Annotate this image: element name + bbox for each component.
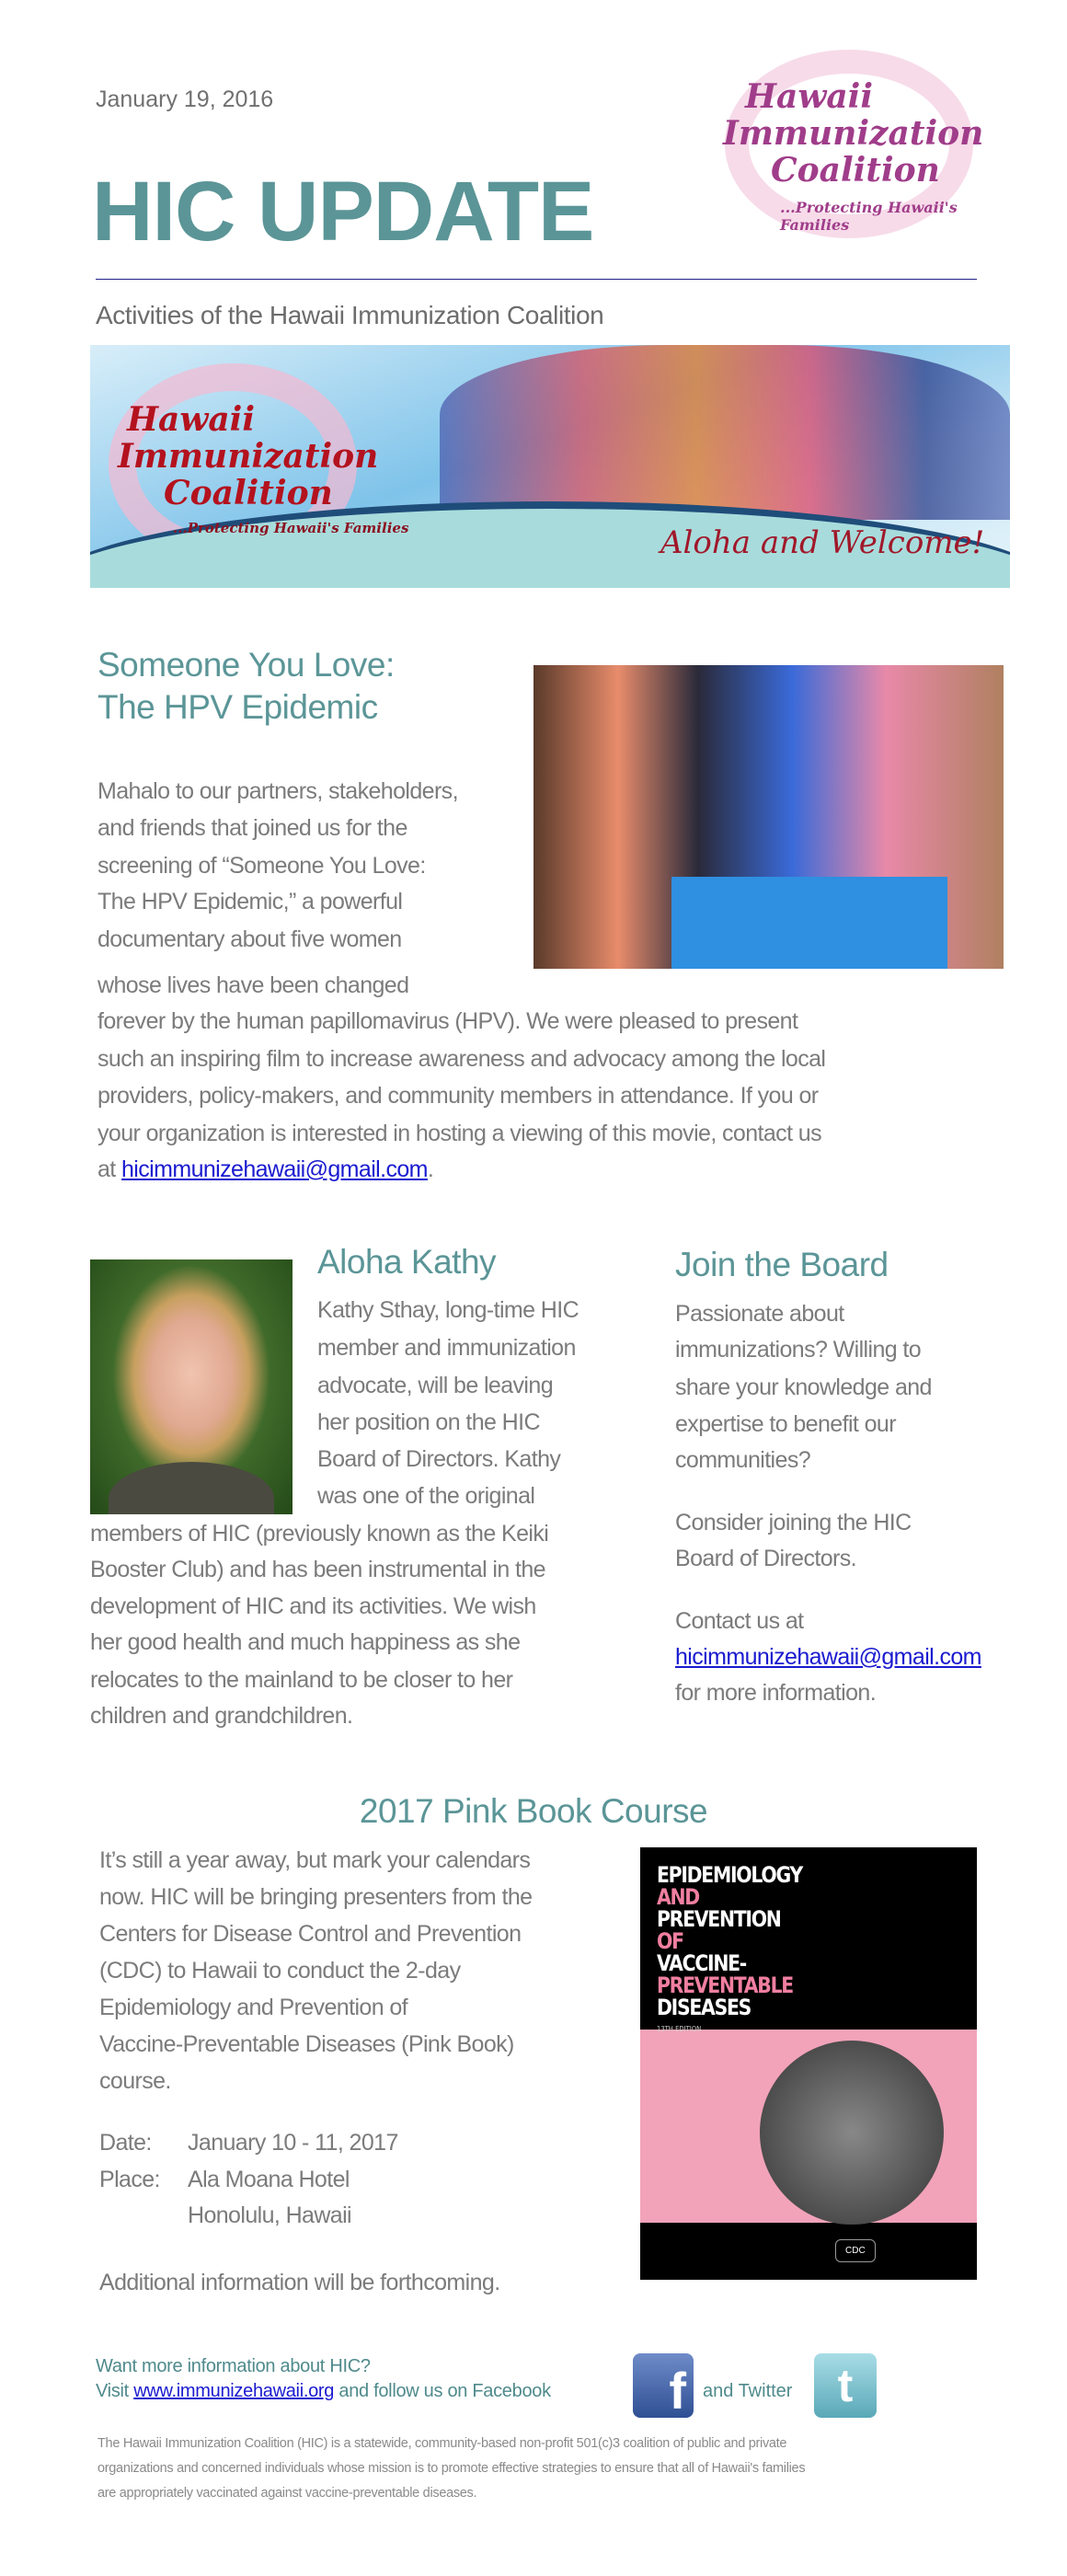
body-line: Booster Club) and has been instrumental in the	[90, 1557, 545, 1582]
body-line: your organization is interested in hosting a viewing of this movie, contact us	[98, 1121, 821, 1146]
welcome-banner	[90, 345, 1010, 588]
disclaimer-line: organizations and concerned individuals whose mission is to promote effective strategies to ensure that all of Hawaii's families	[98, 2461, 806, 2476]
banner-logo-text: Immunization	[118, 437, 379, 476]
body-line: was one of the original	[317, 1483, 535, 1509]
body-line	[675, 1639, 981, 1675]
footer-follow	[96, 2381, 551, 2402]
disclaimer-line: are appropriately vaccinated against vaccine-preventable diseases.	[98, 2486, 477, 2501]
body-line: share your knowledge and	[675, 1374, 932, 1400]
issue-date: January 19, 2016	[96, 86, 274, 112]
body-line: such an inspiring film to increase awareness and advocacy among the local	[98, 1046, 826, 1072]
body-line: her good health and much happiness as she	[90, 1629, 521, 1655]
text: at	[98, 1156, 121, 1182]
body-line: whose lives have been changed	[98, 972, 409, 998]
pink-book-cover	[640, 1847, 977, 2280]
cover-line: DISEASES	[657, 1995, 751, 2020]
hpv-heading: Someone You Love:	[98, 646, 395, 684]
cover-line: PREVENTABLE	[657, 1972, 793, 1998]
logo-text: Coalition	[771, 151, 940, 190]
body-line: relocates to the mainland to be closer to her	[90, 1667, 513, 1693]
body-line: and friends that joined us for the	[98, 815, 407, 841]
body-line: Board of Directors.	[675, 1546, 857, 1571]
body-line: screening of “Someone You Love:	[98, 853, 426, 879]
body-line: The HPV Epidemic,” a powerful	[98, 889, 403, 914]
body-line: Mahalo to our partners, stakeholders,	[98, 778, 458, 804]
logo-tagline: ...Protecting Hawaii's Families	[780, 199, 958, 234]
text: .	[427, 1156, 434, 1182]
body-line: now. HIC will be bringing presenters from the	[99, 1884, 533, 1910]
body-line: expertise to benefit our	[675, 1411, 896, 1437]
body-line: Kathy Sthay, long-time HIC	[317, 1297, 579, 1323]
cover-line: AND	[657, 1884, 699, 1910]
board-email-link[interactable]: hicimmunizehawaii@gmail.com	[675, 1644, 981, 1670]
date-label: Date:	[99, 2130, 152, 2156]
email-link[interactable]: hicimmunizehawaii@gmail.com	[121, 1156, 428, 1182]
disclaimer	[98, 2432, 805, 2506]
body-line: advocate, will be leaving	[317, 1373, 553, 1398]
text: and follow us on Facebook	[334, 2381, 551, 2401]
screening-event-photo	[534, 665, 1004, 969]
table	[671, 877, 947, 969]
place-value: Ala Moana Hotel	[188, 2167, 350, 2192]
body-line: member and immunization	[317, 1335, 576, 1361]
kathy-heading: Aloha Kathy	[317, 1243, 497, 1281]
facebook-icon[interactable]: f	[633, 2353, 694, 2418]
body-line: development of HIC and its activities. We wish	[90, 1593, 536, 1619]
board-heading: Join the Board	[675, 1246, 889, 1283]
banner-tagline: ...Protecting Hawaii's Families	[173, 520, 409, 536]
body-line	[98, 1151, 433, 1188]
body-line: Contact us at	[675, 1608, 804, 1634]
twitter-icon[interactable]: t	[814, 2353, 877, 2418]
body-line: Passionate about	[675, 1301, 844, 1327]
virus-illustration	[760, 2041, 944, 2225]
banner-logo-text: Coalition	[164, 474, 333, 512]
body-line: (CDC) to Hawaii to conduct the 2-day	[99, 1958, 461, 1984]
body-line: children and grandchildren.	[90, 1703, 353, 1729]
cover-line: OF	[657, 1928, 683, 1954]
body-line: forever by the human papillomavirus (HPV). We were pleased to present	[98, 1008, 798, 1034]
disclaimer-line: The Hawaii Immunization Coalition (HIC) is a statewide, community-based non-profit 501(c)3 coalition of public and private	[98, 2436, 787, 2451]
hic-logo	[706, 50, 1001, 238]
body-line: course.	[99, 2068, 171, 2094]
body-line: Epidemiology and Prevention of	[99, 1995, 408, 2020]
shoulders	[109, 1462, 274, 1514]
banner-logo-text: Hawaii	[127, 400, 256, 439]
body-line: her position on the HIC	[317, 1409, 540, 1435]
body-line: Additional information will be forthcoming.	[99, 2270, 500, 2295]
pinkbook-heading: 2017 Pink Book Course	[359, 1792, 708, 1830]
date-value: January 10 - 11, 2017	[188, 2130, 398, 2156]
body-line: members of HIC (previously known as the Keiki	[90, 1521, 549, 1547]
body-line: communities?	[675, 1447, 811, 1473]
header-rule	[96, 279, 977, 280]
cover-line: PREVENTION	[657, 1906, 781, 1932]
body-line: Vaccine-Preventable Diseases (Pink Book)	[99, 2031, 514, 2057]
body-line: It’s still a year away, but mark your calendars	[99, 1847, 531, 1873]
footer-question: Want more information about HIC?	[96, 2356, 371, 2376]
place-value: Honolulu, Hawaii	[188, 2202, 351, 2228]
footer-twitter-label: and Twitter	[703, 2381, 793, 2401]
cover-line: VACCINE-	[657, 1950, 747, 1976]
children-photo	[440, 345, 1010, 520]
cover-line: EPIDEMIOLOGY	[657, 1862, 802, 1888]
body-line: immunizations? Willing to	[675, 1337, 922, 1363]
logo-text: Hawaii	[745, 77, 874, 116]
body-line: for more information.	[675, 1680, 877, 1706]
cover-edition: 13TH EDITION	[657, 2025, 702, 2033]
body-line: Consider joining the HIC	[675, 1510, 912, 1535]
cdc-logo: CDC	[835, 2239, 876, 2262]
body-line: Board of Directors. Kathy	[317, 1446, 561, 1472]
logo-text: Immunization	[723, 114, 984, 153]
hpv-heading: The HPV Epidemic	[98, 688, 378, 726]
cover-title	[657, 1864, 802, 2041]
text: Visit	[96, 2381, 134, 2401]
body-line: providers, policy-makers, and community members in attendance. If you or	[98, 1083, 819, 1109]
kathy-photo	[90, 1259, 293, 1514]
page-title: HIC UPDATE	[92, 165, 594, 259]
banner-welcome: Aloha and Welcome!	[660, 524, 985, 561]
body-line: Centers for Disease Control and Prevention	[99, 1921, 522, 1947]
website-link[interactable]: www.immunizehawaii.org	[133, 2381, 335, 2401]
newsletter-subtitle: Activities of the Hawaii Immunization Coalition	[96, 301, 604, 329]
place-label: Place:	[99, 2167, 160, 2192]
body-line: documentary about five women	[98, 926, 402, 952]
